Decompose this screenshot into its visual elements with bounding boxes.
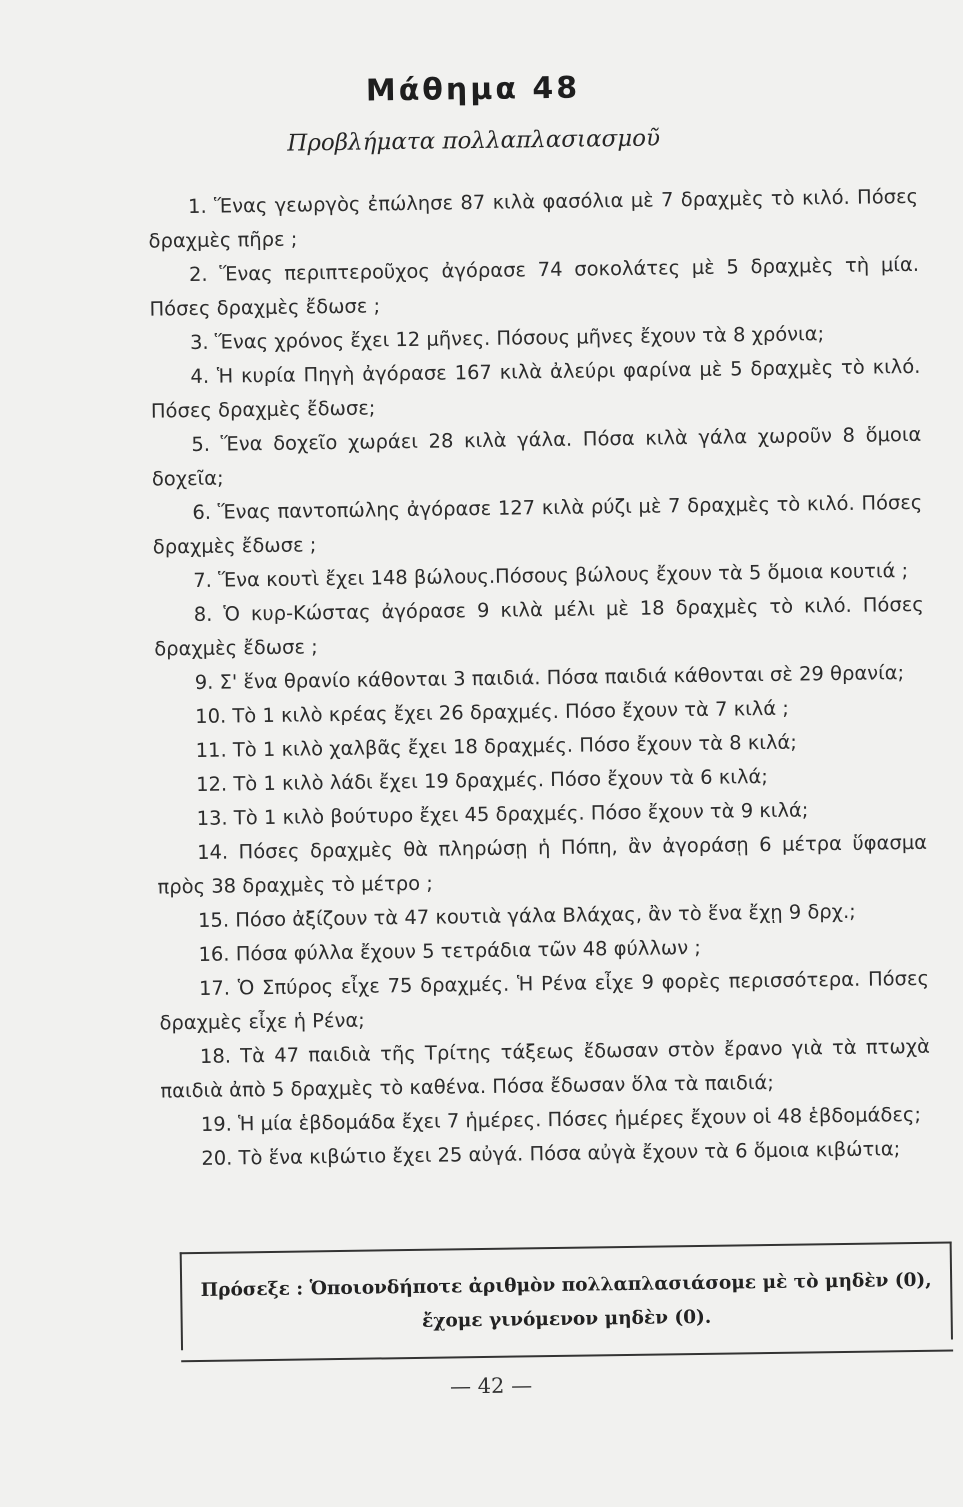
problem-item: 2. Ἕνας περιπτεροῦχος ἀγόρασε 74 σοκολάτες μὲ 5 δραχμὲς τὴ μία. Πόσες δραχμὲς ἔδωσε ; <box>149 252 920 321</box>
problem-item: 16. Πόσα φύλλα ἔχουν 5 τετράδια τῶν 48 φύλλων ; <box>198 935 702 966</box>
problem-item: 5. Ἕνα δοχεῖο χωράει 28 κιλὰ γάλα. Πόσα κιλὰ γάλα χωροῦν 8 ὅμοια δοχεῖα; <box>151 422 922 491</box>
page-number: — 42 — <box>449 1373 533 1399</box>
problem-item: 8. Ὁ κυρ-Κώστας ἀγόρασε 9 κιλὰ μέλι μὲ 18 δραχμὲς τὸ κιλό. Πόσες δραχμὲς ἔδωσε ; <box>154 592 924 661</box>
problem-item: 1. Ἕνας γεωργὸς ἐπώλησε 87 κιλὰ φασόλια μὲ 7 δραχμὲς τὸ κιλό. Πόσες δραχμὲς πῆρε ; <box>148 184 919 253</box>
problem-item: 17. Ὁ Σπύρος εἶχε 75 δραχμές. Ἡ Ρένα εἶχε 9 φορὲς περισσότερα. Πόσες δραχμὲς εἶχε ἡ Ρένα; <box>159 966 930 1035</box>
note-box-divider <box>181 1349 953 1362</box>
problem-item: 15. Πόσο ἀξίζουν τὰ 47 κουτιὰ γάλα Βλάχας, ἂν τὸ ἕνα ἔχῃ 9 δρχ.; <box>197 899 856 932</box>
problem-item: 9. Σ' ἕνα θρανίο κάθονται 3 παιδιά. Πόσα παιδιά κάθονται σὲ 29 θρανία; <box>194 661 905 694</box>
note-box <box>180 1241 953 1350</box>
problem-item: 7. Ἕνα κουτὶ ἔχει 148 βώλους.Πόσους βώλους ἔχουν τὰ 5 ὅμοια κουτιά ; <box>193 559 909 592</box>
problem-item: 3. Ἕνας χρόνος ἔχει 12 μῆνες. Πόσους μῆνες ἔχουν τὰ 8 χρόνια; <box>189 322 825 355</box>
problem-item: 14. Πόσες δραχμὲς θὰ πληρώσῃ ἡ Πόπη, ἂν ἀγοράσῃ 6 μέτρα ὕφασμα πρὸς 38 δραχμὲς τὸ μέτρο ; <box>157 830 928 899</box>
problem-item: 12. Τὸ 1 κιλὸ λάδι ἔχει 19 δραχμές. Πόσο ἔχουν τὰ 6 κιλά; <box>195 764 769 796</box>
problem-item: 4. Ἡ κυρία Πηγὴ ἀγόρασε 167 κιλὰ ἀλεύρι φαρίνα μὲ 5 δραχμὲς τὸ κιλό. Πόσες δραχμὲς ἔδωσε; <box>150 354 921 423</box>
problem-item: 13. Τὸ 1 κιλὸ βούτυρο ἔχει 45 δραχμές. Πόσο ἔχουν τὰ 9 κιλά; <box>196 798 809 830</box>
problem-item: 20. Τὸ ἕνα κιβώτιο ἔχει 25 αὐγά. Πόσα αὐγὰ ἔχουν τὰ 6 ὅμοια κιβώτια; <box>201 1137 901 1170</box>
lesson-subtitle: Προβλήματα πολλαπλασιασμοῦ <box>287 125 661 157</box>
problem-list <box>148 180 932 1177</box>
problem-item: 11. Τὸ 1 κιλὸ χαλβᾶς ἔχει 18 δραχμές. Πόσο ἔχουν τὰ 8 κιλά; <box>195 730 798 762</box>
note-text: Πρόσεξε : Ὁποιονδήποτε ἀριθμὸν πολλαπλασιάσομε μὲ τὸ μηδὲν (0), ἔχομε γινόμενον μηδὲν (0). <box>200 1269 932 1332</box>
problem-item: 19. Ἡ μία ἑβδομάδα ἔχει 7 ἡμέρες. Πόσες ἡμέρες ἔχουν οἱ 48 ἑβδομάδες; <box>200 1102 922 1136</box>
lesson-title: Μάθημα 48 <box>365 70 581 109</box>
problem-item: 18. Τὰ 47 παιδιὰ τῆς Τρίτης τάξεως ἔδωσαν στὸν ἔρανο γιὰ τὰ πτωχὰ παιδιὰ ἀπὸ 5 δραχμὲς τὸ καθένα. Πόσα ἔδωσαν ὅλα τὰ παιδιά; <box>160 1034 931 1103</box>
problem-item: 10. Τὸ 1 κιλὸ κρέας ἔχει 26 δραχμές. Πόσο ἔχουν τὰ 7 κιλά ; <box>195 696 790 728</box>
problem-item: 6. Ἕνας παντοπώλης ἀγόρασε 127 κιλὰ ρύζι μὲ 7 δραχμὲς τὸ κιλό. Πόσες δραχμὲς ἔδωσε ; <box>152 490 923 559</box>
